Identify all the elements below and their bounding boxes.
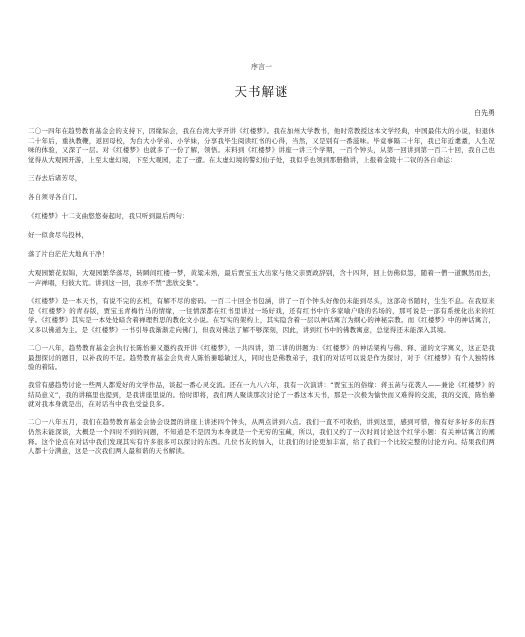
poem-line-4: 落了片白茫茫大地真干净！ (28, 250, 109, 259)
preface-label: 序言一 (251, 63, 272, 71)
paragraph-6: 我常有感趋势讨论一些两人都爱好的文学作品，谈起一番心灵交流。还在一九八六年，我有一次演讲：“贾宝玉的俗缘：蒋玉菡与花袭人——兼论《红楼梦》的结局意义”，我的讲稿里也提到，是我讲座里说的。恰时即将，我们两人聚谈那次讨论了一番这本天书，那是一次极为愉快而又难得的交流，我的交流，陈怡蓁就对我本身就是出，在对话当中我也受益良多。 (28, 381, 495, 409)
poem-line-1: 三春去后诸芳尽， (28, 173, 82, 182)
paragraph-5: 二〇一八年，趋势教育基金会执行长陈怡蓁又邀约我开讲《红楼梦》，一共四讲，第二讲的讲题为：《红楼梦》的神话架构与佛、释、道的文字寓义，这正是我最想探讨的题目，以补我的不足。趋势教育基金会负责人陈怡蓁聪敏过人，同时也是佛教弟子，我们的对话可以说是作为探讨，对于《红楼梦》有个人独特体验的着陆。 (28, 343, 495, 372)
author-name: 白先勇 (474, 109, 495, 117)
poem-line-3: 好一似食尽鸟投林， (28, 231, 89, 240)
paragraph-1: 二〇一四年在趋势教育基金会的支持下，因缘际会，我在台湾大学开讲《红楼梦》。我在加州大学教书，他时常教授这本文学经典，中国最伟大的小说，但退休二十年后，重执教鞭，返回母校，为台大小学弟、小学妹，分享我毕生阅读红书的心得，当然，又是别有一番滋味。毕竟事隔二十年，我已年近耄耋，人生况味的体验，又深了一层。对《红楼梦》也就多了一份了解，领悟。未料到《红楼梦》讲座一讲三个学期，一百个钟头，从第一回讲到第一百二十回，我自己也觉得从大观园开游，上至太虚幻境，下至大观园，走了一遭。在太虚幻境的警幻仙子处，我似乎也领到那册勤讲，上报着金陵十二钗的各自命运： (28, 127, 495, 164)
body-text (28, 127, 495, 457)
page-title: 天书解谜 (234, 84, 289, 99)
paragraph-2: 《红楼梦》十二支曲悠悠奏起时，我只听到最后两句： (28, 212, 189, 221)
poem-line-2: 各自须寻各自门。 (28, 192, 82, 201)
paragraph-3: 大观园繁花似锦，大观园繁华落尽，转瞬间红楼一梦，黄粱未熟，最后贾宝玉大出家与他父亲贾政辞别，含十四拜，回上仿佛似怨，随着一僧一道飘然而去，一声禅唱，归彼大荒。讲到这一回，我亦不禁“悲欣交集”。 (28, 269, 495, 287)
paragraph-4: 《红楼梦》是一本天书，有说不完的玄机，有解不尽的密码。一百二十回全书包涵，讲了一百个钟头好像仍未能到尽头，这部奇书随时，生生不息。在我原来是《红楼梦》的青春版，贾宝玉青梅竹马的情缘，一往情深都在红书里讲过一场好戏，还有红书中许多家喻户晓的名场的，那可说是一部有系统化出来的红学。《红楼梦》其实是一本处处暗含着禅理哲思的教化文小说。在写实的架构上，其实隐含着一层以神话寓言为纲心的神秘宗教。而《红楼梦》中的神话寓言，又多以佛道为主。是《红楼梦》一书引导我渐渐走向佛门，但我对佛法了解不够深刻，因此，讲到红书中的佛教寓意，总觉得还未能深入其境。 (28, 297, 495, 334)
paragraph-7: 二〇一八年五月，我们在趋势教育基金会协会设置的讲座上讲述四个钟头，从两点讲到六点。我们一直不可收拾，讲到这里，感到可惜，像有好多好多的东西仍然未能深谈，大概是一个四时不到的问题，不知道是不是因为本身就是一个无穷的宝藏，所以，我们又约了一次时间讨论这个红学小题：有关神话寓言的阐释。这个论点在对话中我们发现其实有许多很多可以探讨的东西。几位书友的加入，让我们的讨论更加丰富，给了我们一个比较完整的讨论方向。结果我们两人都十分满意，这是一次我们两人最和谐的天书解读。 (28, 418, 495, 456)
